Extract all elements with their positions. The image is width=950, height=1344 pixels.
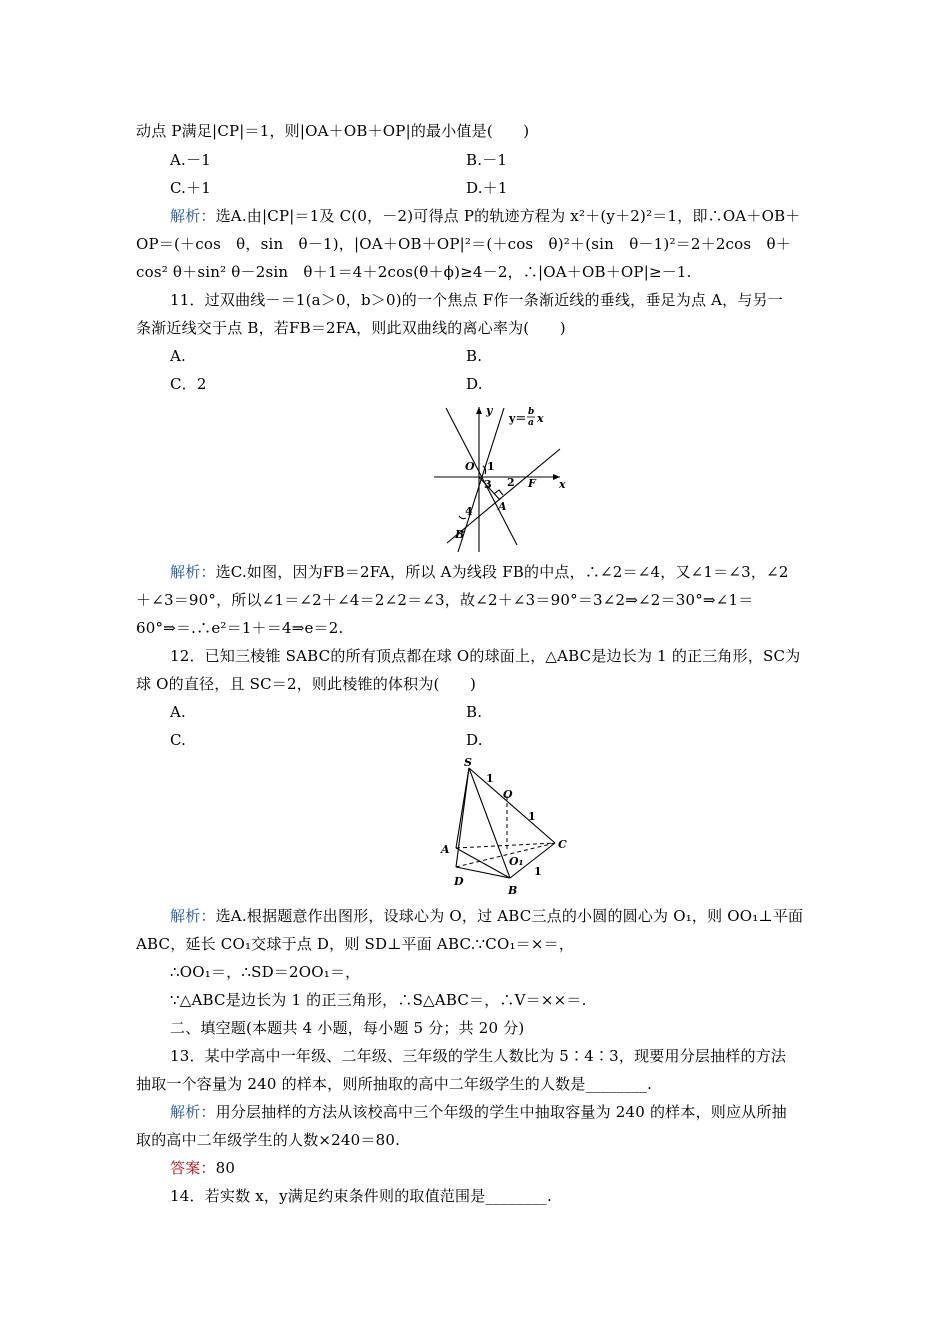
q12-option-a: A. bbox=[170, 703, 187, 721]
fig-label-1-oc: 1 bbox=[528, 810, 536, 823]
solution-text: 选C.如图，因为FB＝2FA，所以 A为线段 FB的中点，∴∠2＝∠4，又∠1＝∠3，∠2 bbox=[215, 563, 789, 581]
q12-option-d: D. bbox=[466, 731, 483, 749]
q11-option-a: A. bbox=[170, 347, 187, 365]
q11-option-d: D. bbox=[466, 375, 483, 393]
answer-label: 答案： bbox=[170, 1159, 216, 1177]
fig-label-y: y bbox=[486, 404, 493, 417]
edge-s-c bbox=[469, 768, 555, 843]
solution-text: 用分层抽样的方法从该校高中三个年级的学生中抽取容量为 240 的样本，则应从所抽 bbox=[215, 1103, 787, 1121]
q11-stem-line-2: 条渐近线交于点 B，若FB＝2FA，则此双曲线的离心率为( ) bbox=[136, 319, 566, 337]
fig-label-s: S bbox=[464, 756, 472, 769]
fig-label-asymptote: y＝ bbox=[509, 412, 527, 425]
q11-option-b: B. bbox=[466, 347, 483, 365]
solution-text: 选A.根据题意作出图形，设球心为 O，过 ABC三点的小圆的圆心为 O₁，则 OO₁⊥平面 bbox=[215, 907, 804, 925]
q10-option-d: D.＋1 bbox=[466, 179, 508, 197]
fig-label-1-bc: 1 bbox=[534, 865, 542, 878]
q14-stem: 14．若实数 x，y满足约束条件则的取值范围是________. bbox=[170, 1187, 552, 1205]
q10-solution-line-2: OP＝(＋cos θ，sin θ－1)，|OA＋OB＋OP|²＝(＋cos θ)²＋(sin θ－1)²＝2＋2cos θ＋ bbox=[136, 235, 791, 253]
q11-solution-line-2: ＋∠3＝90°，所以∠1＝∠2＋∠4＝2∠2＝∠3，故∠2＋∠3＝90°＝3∠2⇒∠2＝30°⇒∠1＝ bbox=[136, 591, 754, 609]
q13-solution-line-1 bbox=[170, 1102, 787, 1122]
q13-stem-line-2: 抽取一个容量为 240 的样本，则所抽取的高中二年级学生的人数是________. bbox=[136, 1075, 653, 1093]
answer-value: 80 bbox=[215, 1159, 236, 1177]
fig-label-o: O bbox=[465, 460, 475, 473]
q10-solution-line-3: cos² θ＋sin² θ－2sin θ＋1＝4＋2cos(θ＋ϕ)≥4－2，∴|OA＋OB＋OP|≥－1. bbox=[136, 263, 692, 281]
fig-label-o: O bbox=[503, 788, 513, 801]
fig-label-b: B bbox=[508, 884, 518, 897]
fig-label-a-den: a bbox=[528, 418, 534, 428]
fig-label-x: x bbox=[559, 478, 566, 491]
solution-label: 解析： bbox=[170, 1103, 216, 1121]
fig-label-angle-4: 4 bbox=[465, 505, 473, 518]
q10-option-c: C.＋1 bbox=[170, 179, 212, 197]
solution-label: 解析： bbox=[170, 907, 216, 925]
fig-label-a: A bbox=[498, 500, 507, 513]
fig-label-angle-1: 1 bbox=[487, 460, 495, 473]
fig-label-x-slope: x bbox=[537, 412, 544, 425]
section-heading: 二、填空题(本题共 4 小题，每小题 5 分；共 20 分) bbox=[170, 1019, 525, 1037]
q12-option-c: C. bbox=[170, 731, 187, 749]
q12-solution-line-4: ∵△ABC是边长为 1 的正三角形，∴S△ABC＝，∴V＝××＝. bbox=[170, 991, 587, 1009]
q12-solution-line-1 bbox=[170, 906, 803, 926]
fig-label-angle-3: 3 bbox=[484, 478, 492, 491]
q13-stem-line-1: 13．某中学高中一年级、二年级、三年级的学生人数比为 5∶4∶3，现要用分层抽样的方法 bbox=[170, 1047, 787, 1065]
q12-option-b: B. bbox=[466, 703, 483, 721]
q13-solution-line-2: 取的高中二年级学生的人数×240＝80. bbox=[136, 1131, 401, 1149]
solution-label: 解析： bbox=[170, 207, 216, 225]
q10-option-b: B.－1 bbox=[466, 151, 508, 169]
fig-label-b: b bbox=[528, 407, 535, 417]
fig-label-o1: O₁ bbox=[509, 855, 524, 868]
fig-label-c: C bbox=[558, 838, 567, 851]
q12-solution-line-3: ∴OO₁＝，∴SD＝2OO₁＝， bbox=[170, 963, 361, 981]
fig-label-1-so: 1 bbox=[486, 772, 494, 785]
q10-stem: 动点 P满足|CP|＝1，则|OA＋OB＋OP|的最小值是( ) bbox=[136, 122, 530, 140]
solution-text: 选A.由|CP|＝1及 C(0，－2)可得点 P的轨迹方程为 x²＋(y＋2)²＝1，即∴OA＋OB＋ bbox=[215, 207, 801, 225]
fig-label-a: A bbox=[441, 843, 450, 856]
q13-answer-line bbox=[170, 1158, 235, 1178]
edge-d-b bbox=[456, 867, 510, 878]
solution-label: 解析： bbox=[170, 563, 216, 581]
q11-solution-line-3: 60°⇒＝.∴e²＝1＋＝4⇒e＝2. bbox=[136, 619, 344, 637]
q12-solution-line-2: ABC，延长 CO₁交球于点 D，则 SD⊥平面 ABC.∵CO₁＝×＝， bbox=[136, 935, 575, 953]
fig-label-d: D bbox=[454, 875, 464, 888]
fig-label-b-point: B bbox=[455, 528, 465, 541]
q11-option-c: C．2 bbox=[170, 375, 207, 393]
q12-stem-line-1: 12．已知三棱锥 SABC的所有顶点都在球 O的球面上，△ABC是边长为 1 的正三角形，SC为 bbox=[170, 647, 801, 665]
q11-stem-line-1: 11．过双曲线－＝1(a＞0，b＞0)的一个焦点 F作一条渐近线的垂线，垂足为点 A，与另一 bbox=[170, 291, 783, 309]
fig-label-f: F bbox=[528, 477, 536, 490]
hidden-edge-a-c bbox=[456, 843, 555, 848]
edge-a-b bbox=[456, 848, 510, 878]
fig-label-angle-2: 2 bbox=[507, 476, 515, 489]
q10-option-a: A.－1 bbox=[170, 151, 211, 169]
q12-stem-line-2: 球 O的直径，且 SC＝2，则此棱锥的体积为( ) bbox=[136, 675, 477, 693]
